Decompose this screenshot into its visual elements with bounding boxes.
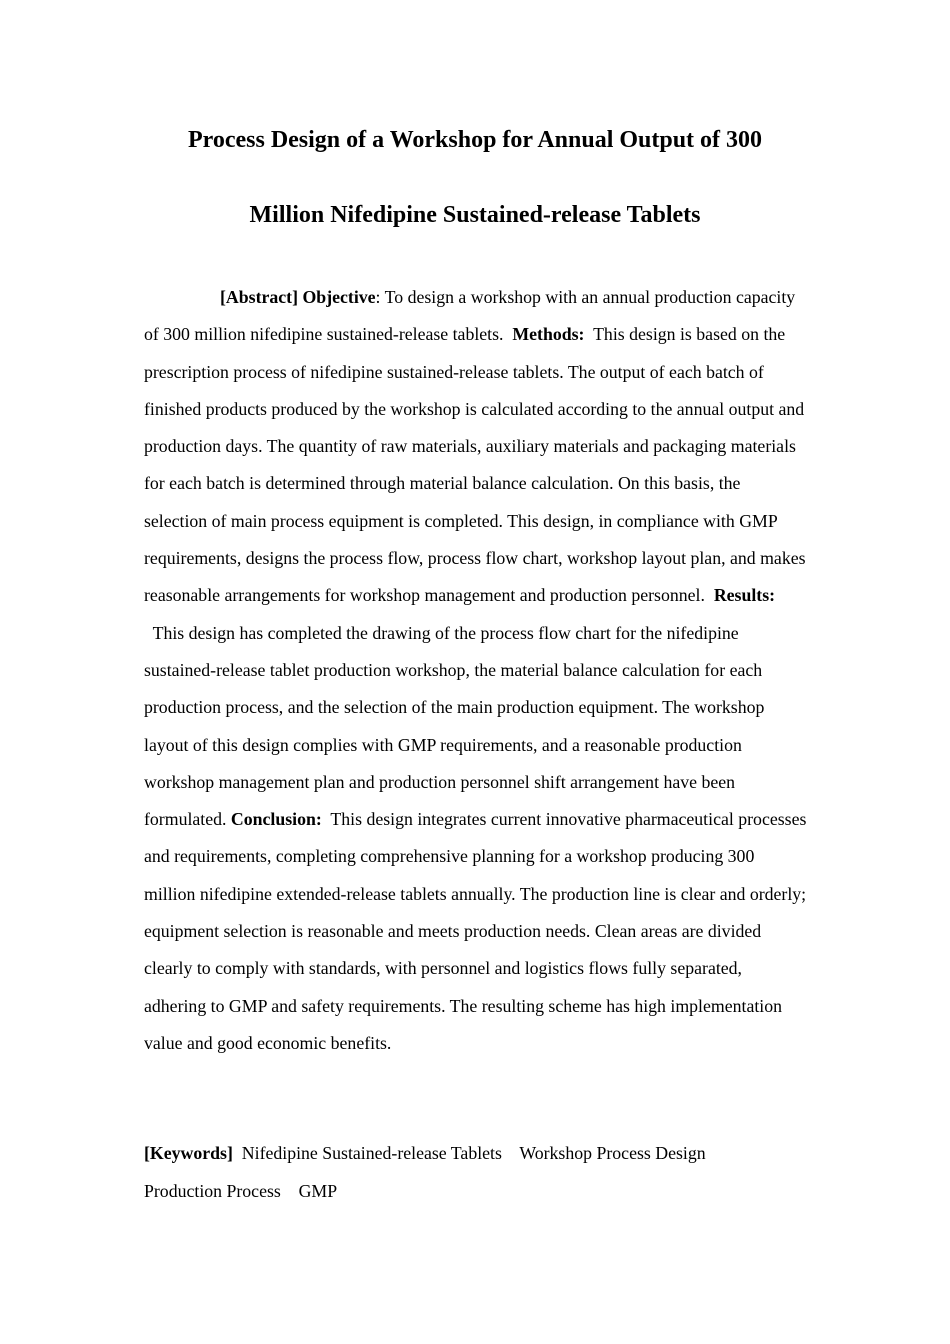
methods-text: This design is based on the prescription process of nifedipine sustained-release tablets. The output of each batch of finished products produced by the workshop is calculated according to the annual output and production days. The quantity of raw materials, auxiliary materials and packaging materials for each batch is determined through material balance calculation. On this basis, the selection of main process equipment is completed. This design, in compliance with GMP requirements, designs the process flow, process flow chart, workshop layout plan, and makes reasonable arrangements for workshop management and production personnel. — [144, 324, 806, 606]
keywords-paragraph — [144, 1135, 808, 1210]
conclusion-text: This design integrates current innovative pharmaceutical processes and requirements, completing comprehensive planning for a workshop producing 300 million nifedipine extended-release tablets annually. The production line is clear and orderly; equipment selection is reasonable and meets production needs. Clean areas are divided clearly to comply with standards, with personnel and logistics flows fully separated, adhering to GMP and safety requirements. The resulting scheme has high implementation value and good economic benefits. — [144, 809, 807, 1053]
abstract-paragraph — [144, 279, 808, 1062]
objective-text: : To design a workshop with an annual production capacity of 300 million nifedipine sustained-release tablets. — [144, 287, 796, 345]
objective-label: Objective — [302, 287, 376, 307]
keyword-item: GMP — [298, 1180, 338, 1201]
title-line-2: Million Nifedipine Sustained-release Tablets — [249, 202, 701, 228]
conclusion-label: Conclusion: — [230, 809, 322, 830]
keywords-label: [Keywords] — [144, 1143, 233, 1163]
methods-label: Methods: — [512, 324, 585, 345]
keyword-item: Production Process — [144, 1180, 281, 1201]
results-label: Results: — [713, 585, 776, 606]
keyword-item: Workshop Process Design — [519, 1143, 706, 1163]
results-text: This design has completed the drawing of the process flow chart for the nifedipine sustained-release tablet production workshop, the material balance calculation for each production process, and the selection of the main production equipment. The workshop layout of this design complies with GMP requirements, and a reasonable production workshop management plan and production personnel shift arrangement have been formulated. — [144, 622, 765, 830]
abstract-label: [Abstract] — [220, 287, 299, 307]
keyword-item: Nifedipine Sustained-release Tablets — [241, 1143, 502, 1163]
title-line-1: Process Design of a Workshop for Annual Output of 300 — [187, 127, 763, 153]
